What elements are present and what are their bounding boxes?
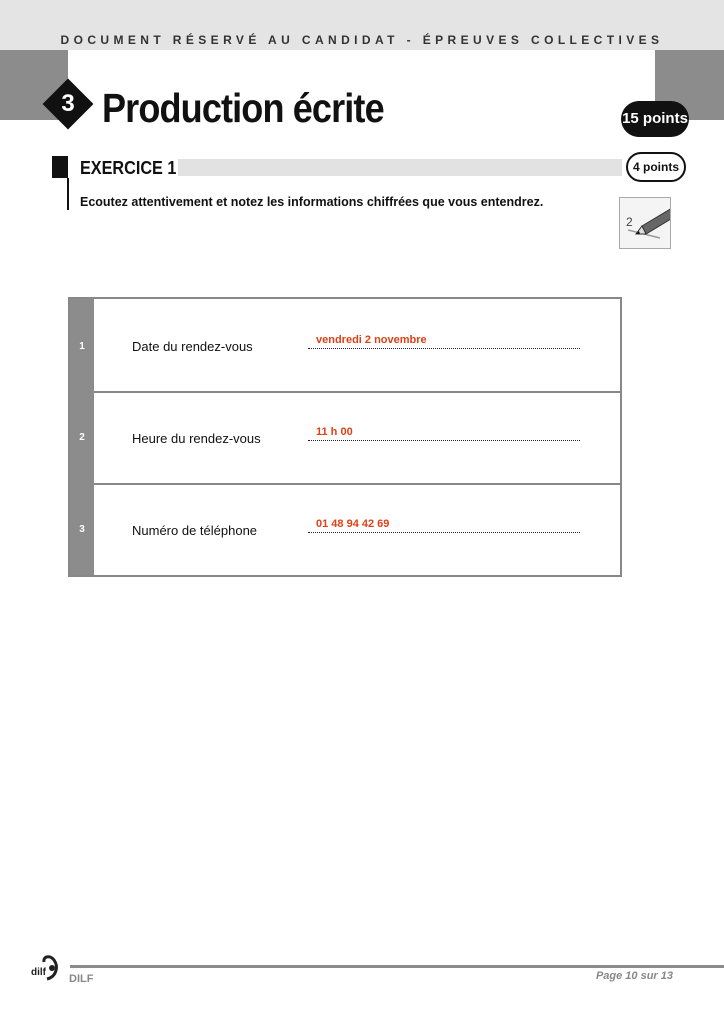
row-number: 1 [79,341,85,352]
row-number: 3 [79,524,85,535]
section-number: 3 [61,90,75,117]
page-number: Page 10 sur 13 [595,970,673,982]
answer-table [68,297,622,577]
pencil-icon [619,197,671,249]
row-separator [94,483,620,485]
exercise-marker [52,156,68,178]
footer-label: DILF [69,973,94,985]
row-separator [94,391,620,393]
page-title: Production écrite [102,85,384,131]
row-label: Heure du rendez-vous [132,431,261,446]
footer-rule [70,965,724,968]
exercise-title: EXERCICE 1 [80,158,177,178]
logo-text: dilf [31,967,46,978]
row-number: 2 [79,432,85,443]
dilf-logo [30,953,60,981]
answer-line[interactable] [308,440,580,441]
answer-line[interactable] [308,348,580,349]
exercise-rule [67,178,69,210]
row-label: Numéro de téléphone [132,523,258,538]
document-banner: DOCUMENT RÉSERVÉ AU CANDIDAT - ÉPREUVES COLLECTIVES [60,33,664,47]
exercise-instruction: Ecoutez attentivement et notez les informations chiffrées que vous entendrez. [80,195,544,209]
row-answer: 01 48 94 42 69 [316,518,390,530]
row-answer: vendredi 2 novembre [316,334,427,346]
exercise-points-badge: 4 points [626,152,686,182]
svg-text:2: 2 [626,215,633,229]
answer-line[interactable] [308,532,580,533]
row-label: Date du rendez-vous [132,339,253,354]
total-points-badge: 15 points [621,101,689,137]
exercise-title-bar [178,159,622,176]
row-answer: 11 h 00 [316,426,353,438]
